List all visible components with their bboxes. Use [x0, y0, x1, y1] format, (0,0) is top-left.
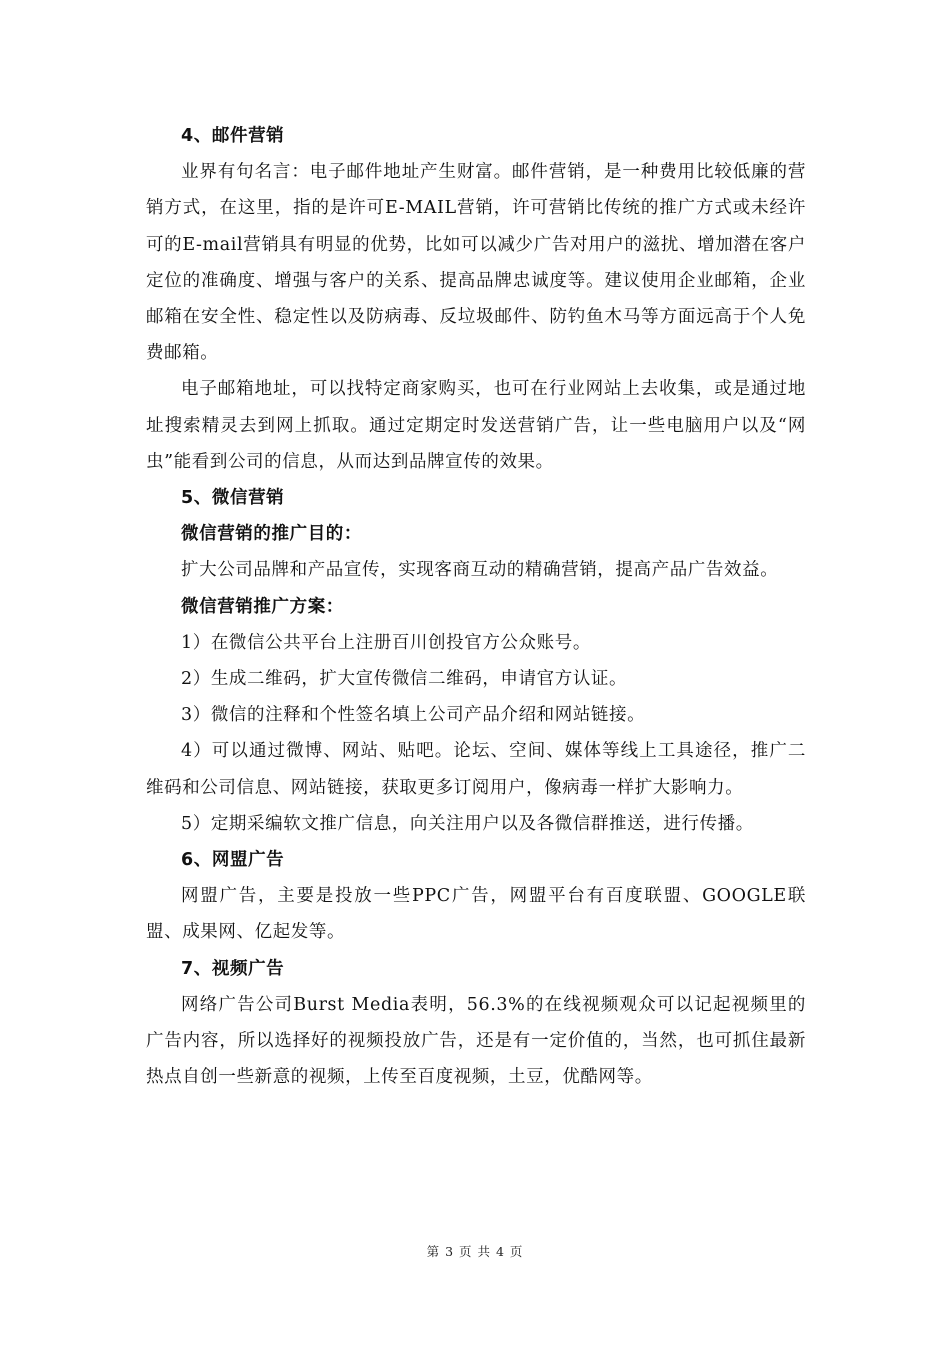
- paragraph: 网盟广告，主要是投放一些PPC广告，网盟平台有百度联盟、GOOGLE联盟、成果网、亿起发等。: [146, 886, 806, 943]
- list-item: 2）生成二维码，扩大宣传微信二维码，申请官方认证。: [181, 669, 628, 690]
- section-heading-video-ads: 7、视频广告: [181, 958, 285, 979]
- section-heading-email-marketing: 4、邮件营销: [181, 126, 285, 146]
- paragraph: 业界有句名言：电子邮件地址产生财富。邮件营销，是一种费用比较低廉的营销方式，在这里，指的是许可E-MAIL营销，许可营销比传统的推广方式或未经许可的E-mail营销具有明显的优势，比如可以减少广告对用户的滋扰、增加潜在客户定位的准确度、增强与客户的关系、提高品牌忠诚度等。建议使用企业邮箱，企业邮箱在安全性、稳定性以及防病毒、反垃圾邮件、防钓鱼木马等方面远高于个人免费邮箱。: [146, 162, 806, 364]
- subheading-wechat-plan: 微信营销推广方案：: [181, 596, 344, 617]
- document-body: [146, 118, 806, 1095]
- section-heading-network-ads: 6、网盟广告: [181, 850, 285, 871]
- section-heading-wechat-marketing: 5、微信营销: [181, 488, 285, 509]
- list-item: 5）定期采编软文推广信息，向关注用户以及各微信群推送，进行传播。: [181, 813, 754, 834]
- paragraph: 网络广告公司Burst Media表明，56.3%的在线视频观众可以记起视频里的广告内容，所以选择好的视频投放广告，还是有一定价值的，当然，也可抓住最新热点自创一些新意的视频，上传至百度视频，土豆，优酷网等。: [146, 994, 806, 1088]
- list-item: 1）在微信公共平台上注册百川创投官方公众账号。: [181, 632, 591, 653]
- paragraph: 扩大公司品牌和产品宣传，实现客商互动的精确营销，提高产品广告效益。: [181, 560, 779, 581]
- page-footer: 第 3 页 共 4 页: [426, 1244, 524, 1259]
- list-item: 3）微信的注释和个性签名填上公司产品介绍和网站链接。: [181, 705, 646, 726]
- paragraph: 电子邮箱地址，可以找特定商家购买，也可在行业网站上去收集，或是通过地址搜索精灵去到网上抓取。通过定期定时发送营销广告，让一些电脑用户以及“网虫”能看到公司的信息，从而达到品牌宣传的效果。: [146, 379, 806, 472]
- subheading-wechat-goal: 微信营销的推广目的：: [181, 524, 362, 545]
- list-item: 4）可以通过微博、网站、贴吧。论坛、空间、媒体等线上工具途径，推广二维码和公司信息、网站链接，获取更多订阅用户，像病毒一样扩大影响力。: [146, 741, 806, 798]
